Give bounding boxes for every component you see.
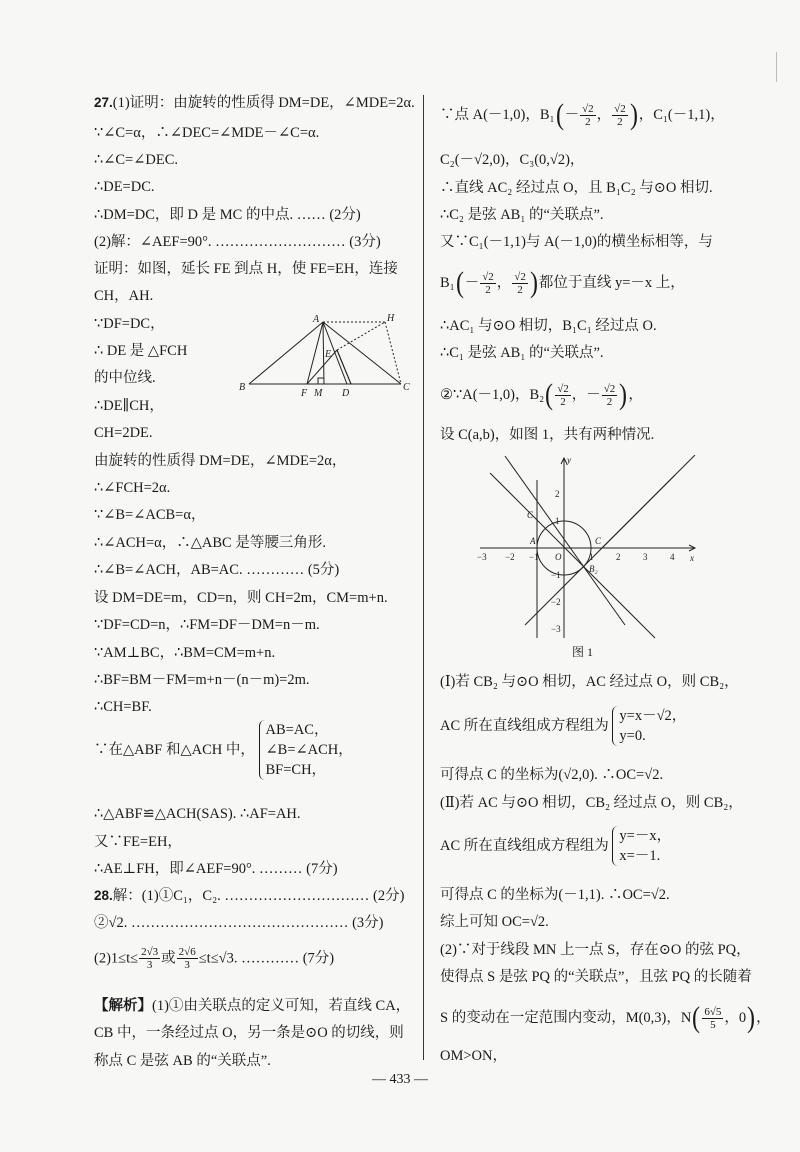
text-line: 可得点 C 的坐标为(－1,1). ∴OC=√2. [440,887,670,903]
text-line: 证明：如图，延长 FE 到点 H，使 FE=EH，连接 [94,261,398,277]
text-line: ∴DE∥CH， [94,398,164,414]
text-line: ∴∠C=∠DEC. [94,152,178,168]
text-line: ∴∠B=∠ACH，AB=AC. ………… (5分) [94,562,340,578]
text-line: (Ⅱ)若 AC 与⊙O 相切，CB₂ 经过点 O，则 CB₂， [440,795,743,811]
triangle-figure [239,312,417,398]
text-line: ∴ DE 是 △FCH [94,343,188,359]
text-line: C₂(－√2,0)，C₃(0,√2)， [440,152,585,168]
point-C-top: C [527,510,534,520]
mn-line: S 的变动在一定范围内变动，M(0,3)，N( $\frac{6√5}{5}$ ，0)， [440,1001,771,1034]
text-line: 设 DM=DE=m，CD=n，则 CH=2m，CM=m+n. [94,590,388,606]
label-D: D [342,388,350,398]
text-line: (Ⅰ)若 CB₂ 与⊙O 相切，AC 经过点 O，则 CB₂， [440,674,739,690]
label-H: H [387,313,395,324]
text-line: 由旋转的性质得 DM=DE，∠MDE=2α， [94,453,347,469]
text-line: ∴∠FCH=2α. [94,480,171,496]
text-line: 可得点 C 的坐标为(√2,0). ∴OC=√2. [440,767,664,783]
points-line: ∵点 A(－1,0)，B₁(－ $\frac{√2}{2}$ ， $\frac{√2}{2}$ )，C₁(－1,1)， [440,98,725,131]
tick-x: 1 [589,552,594,562]
range-line: (2)1≤t≤ $\frac{2√3}{3}$ 或 $\frac{2√6}{3}$ ≤t≤√3. ………… (7分) [94,946,335,971]
text-line: 使得点 S 是弦 PQ 的“关联点”，且弦 PQ 的长随着 [440,969,752,985]
tick-y: 2 [555,489,560,499]
tick-x: −1 [529,552,539,562]
tick-x: −2 [505,552,515,562]
text-line: ∴C₂ 是弦 AB₁ 的“关联点”. [440,207,604,223]
text-line: CB 中，一条经过点 O，另一条是⊙O 的切线，则 [94,1025,404,1041]
text-line: ②√2. ……………………………………… (3分) [94,915,384,931]
text-line: ∴BF=BM－FM=m+n－(n－m)=2m. [94,672,310,688]
equation-system-2: AC 所在直线组成方程组为 y=－x， x=－1. [440,828,672,864]
text-line: (2)∵对于线段 MN 上一点 S，存在⊙O 的弦 PQ， [440,942,751,958]
text-line: ∴DE=DC. [94,179,155,195]
text-line: (2)解：∠AEF=90°. ……………………… (3分) [94,234,381,250]
coordinate-figure [475,455,705,645]
text-line: 设 C(a,b)，如图 1，共有两种情况. [440,427,655,443]
figure-caption: 图 1 [572,645,594,659]
text-line: 又∵FE=EH， [94,834,182,850]
text-line: ∵DF=DC， [94,316,165,332]
label-F: F [301,388,308,398]
label-E: E [325,349,332,360]
label-B: B [239,382,246,393]
text-line: ∴AE⊥FH，即∠AEF=90°. ……… (7分) [94,861,338,877]
text-line: 称点 C 是弦 AB 的“关联点”. [94,1053,271,1069]
label-A: A [313,314,320,325]
brace-system: AB=AC， ∠B=∠ACH， BF=CH， [259,720,353,780]
text-line: CH=2DE. [94,425,153,441]
text-line: ∴∠ACH=α，∴△ABC 是等腰三角形. [94,535,326,551]
text-line: ∵∠B=∠ACB=α， [94,507,206,523]
x-axis-label: x [690,553,694,563]
text-line: ∴△ABF≌△ACH(SAS). ∴AF=AH. [94,806,301,822]
page-edge-mark [776,52,777,82]
tick-y: −3 [551,624,561,634]
point-C-right: C [595,536,602,546]
point-A: A [530,536,536,546]
b1-line: B₁(－ $\frac{√2}{2}$ ， $\frac{√2}{2}$ )都位于直线 y=－x 上， [440,266,685,299]
text-line: 又∵C₁(－1,1)与 A(－1,0)的横坐标相等，与 [440,234,713,250]
text-line: 的中位线. [94,370,156,386]
equation-system-1: AC 所在直线组成方程组为 y=x－√2， y=0. [440,708,687,744]
q28-line-1: 28.解：(1)①C₁，C₂. ………………………… (2分) [94,888,405,904]
text-line: ∵DF=CD=n，∴FM=DF－DM=n－m. [94,617,320,633]
text-line: 综上可知 OC=√2. [440,914,549,930]
y-axis-label: y [567,455,571,465]
text-line: OM>ON， [440,1048,507,1064]
brace-system: y=－x， x=－1. [612,826,671,866]
analysis-line: 【解析】(1)①由关联点的定义可知，若直线 CA， [94,998,411,1014]
label-M: M [314,388,323,398]
text-line: ∴直线 AC₂ 经过点 O，且 B₁C₂ 与⊙O 相切. [440,180,713,196]
text-line: ∴CH=BF. [94,699,152,715]
page-number: — 433 — [372,1072,428,1087]
text-line: ∵AM⊥BC，∴BM=CM=m+n. [94,645,276,661]
tick-y: −1 [551,570,561,580]
text-line: CH，AH. [94,288,154,304]
q27-line-1: 27.(1)证明：由旋转的性质得 DM=DE，∠MDE=2α. [94,95,415,111]
text-line: ∴DM=DC，即 D 是 MC 的中点. …… (2分) [94,207,361,223]
b2-line: ②∵A(－1,0)，B₂( $\frac{√2}{2}$ ，－ $\frac{√2}{2}$ )， [440,378,643,411]
origin-label: O [555,552,562,562]
tick-x: −3 [477,552,487,562]
label-C: C [403,382,410,393]
tick-y: 1 [555,516,560,526]
text-line: ∴AC₁ 与⊙O 相切，B₁C₁ 经过点 O. [440,318,657,334]
column-divider [423,95,424,1060]
tick-x: 3 [643,552,648,562]
text-line: ∵∠C=α，∴∠DEC=∠MDE－∠C=α. [94,125,320,141]
brace-system: y=x－√2， y=0. [612,706,686,746]
tick-y: −2 [551,597,561,607]
text-line: ∴C₁ 是弦 AB₁ 的“关联点”. [440,345,604,361]
congruence-system: ∵在△ABF 和△ACH 中， AB=AC， ∠B=∠ACH， BF=CH， [94,722,353,778]
point-B2: B₂ [589,564,598,574]
tick-x: 4 [670,552,675,562]
tick-x: 2 [616,552,621,562]
